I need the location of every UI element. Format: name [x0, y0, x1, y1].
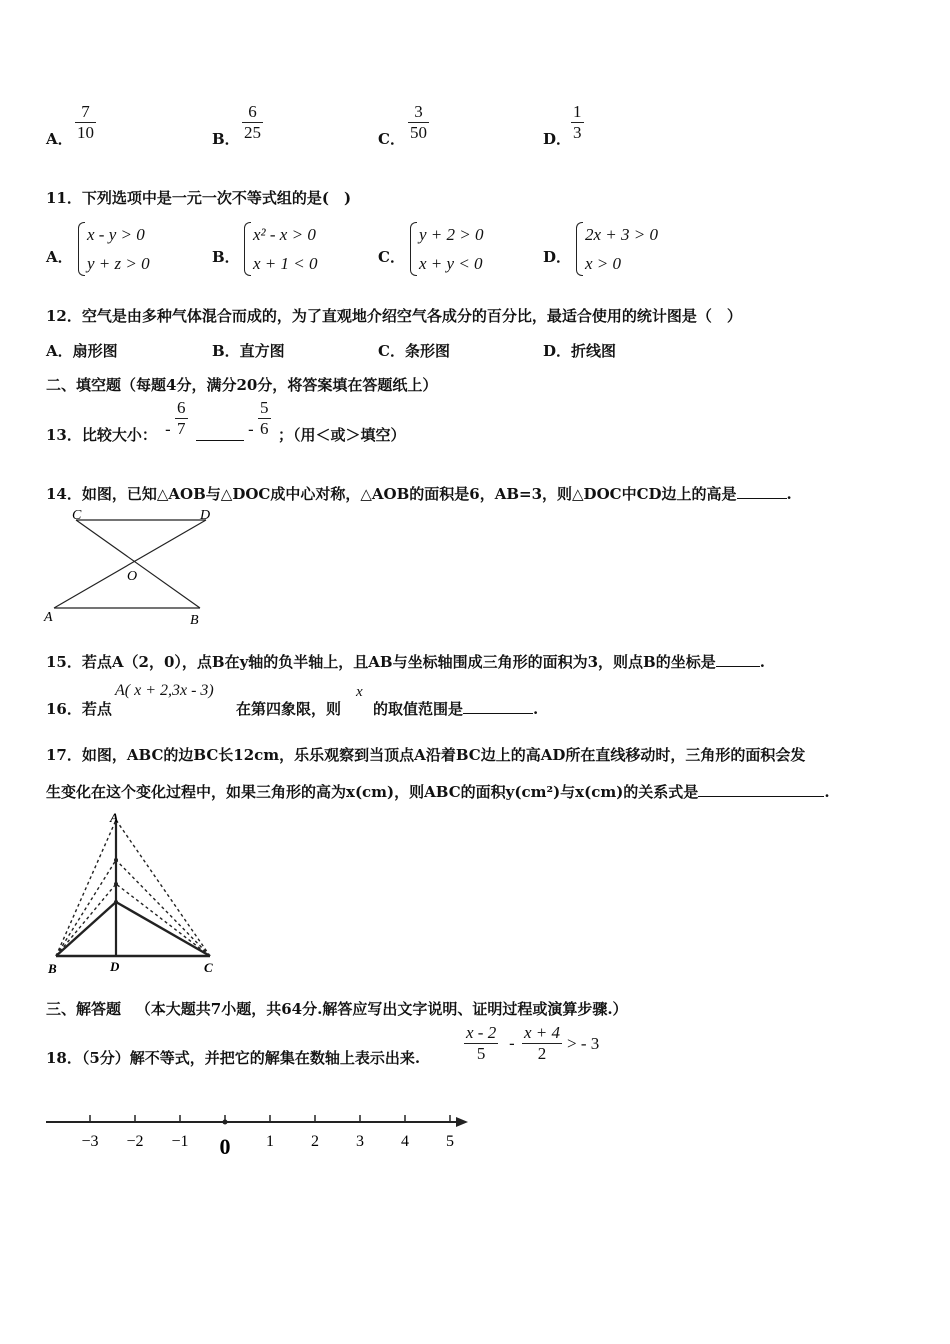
- q10-option-b-label: B．: [212, 130, 240, 148]
- q17-line-2: [46, 781, 830, 802]
- q17-end: .: [824, 783, 830, 801]
- tick-label: 2: [311, 1133, 319, 1150]
- section-2-heading: 二、填空题（每题4分，满分20分，将答案填在答题纸上）: [46, 376, 438, 394]
- q12-option-d: D．折线图: [543, 342, 617, 360]
- q11-option-b-system: x² - x > 0 x + 1 < 0: [244, 220, 318, 278]
- q11-option-a-label: A．: [46, 248, 73, 266]
- q18-minus: -: [509, 1034, 515, 1054]
- q16-suffix: 的取值范围是 .: [373, 700, 539, 718]
- tick-label: −2: [126, 1133, 144, 1150]
- section-3-title: 三、解答题: [46, 1000, 122, 1018]
- q16-answer-blank[interactable]: [463, 699, 533, 714]
- label-d: D: [110, 959, 120, 974]
- q12-stem: 12．空气是由多种气体混合而成的，为了直观地介绍空气各成分的百分比，最适合使用的统计图是（ ）: [46, 307, 742, 325]
- q17-answer-blank[interactable]: [698, 782, 824, 797]
- q18-fraction-1: $\frac{x - 2}{5}$: [466, 1023, 497, 1063]
- q14-answer-blank[interactable]: [737, 484, 787, 499]
- q10-option-b-fraction: $\frac{6}{25}$: [244, 102, 261, 142]
- q11-option-d-label: D．: [543, 248, 572, 266]
- q14-stem: 14．如图，已知△AOB与△DOC成中心对称，△AOB的面积是6，AB=3，则△DOC中CD边上的高是: [46, 485, 737, 503]
- q18-prefix: 18．（5分）解不等式，并把它的解集在数轴上表示出来.: [46, 1049, 421, 1067]
- q10-option-d-fraction: $\frac{1}{3}$: [573, 102, 582, 142]
- q16-variable: x: [356, 684, 363, 700]
- dashed-ac-1: [116, 820, 210, 956]
- q11-option-b-label: B．: [212, 248, 240, 266]
- number-line: [40, 1104, 480, 1164]
- q13-suffix: ；（用＜或＞填空）: [278, 426, 406, 444]
- q12-option-b: B．直方图: [212, 342, 285, 360]
- q12-option-c: C．条形图: [378, 342, 450, 360]
- label-d: D: [200, 508, 211, 523]
- figure-17: [44, 810, 234, 980]
- segment-da: [54, 520, 206, 608]
- label-c: C: [72, 508, 82, 523]
- q11-option-a-system: x - y > 0 y + z > 0: [78, 220, 150, 278]
- origin-dot: [223, 1120, 228, 1125]
- q18-fraction-2: $\frac{x + 4}{2}$: [524, 1023, 561, 1063]
- label-o: O: [127, 569, 138, 584]
- q13-fraction-2: $\frac{5}{6}$: [260, 398, 269, 438]
- dashed-ac-2: [116, 860, 210, 956]
- tick-label: 4: [401, 1133, 409, 1150]
- q15-answer-blank[interactable]: [716, 652, 760, 667]
- q10-option-a-label: A．: [46, 130, 73, 148]
- q18-rhs: > - 3: [567, 1034, 600, 1053]
- q10-option-d-label: D．: [543, 130, 572, 148]
- tick-label: 1: [266, 1133, 274, 1150]
- q17-stem-2: 生变化在这个变化过程中，如果三角形的高为x(cm)，则ABC的面积y(cm²)与x(cm)的关系式是: [46, 783, 699, 801]
- label-b: B: [48, 961, 57, 976]
- q10-option-c-fraction: $\frac{3}{50}$: [410, 102, 427, 142]
- q15-stem: 15．若点A（2，0），点B在y轴的负半轴上，且AB与坐标轴围成三角形的面积为3，则点B的坐标是: [46, 653, 716, 671]
- side-ab: [56, 902, 116, 956]
- segment-cb: [76, 520, 200, 608]
- q13-fraction-1: $\frac{6}{7}$: [177, 398, 186, 438]
- tick-label: −1: [171, 1133, 189, 1150]
- q13-fraction-1-sign: -: [165, 420, 171, 440]
- q16-middle: 在第四象限，则: [236, 700, 342, 718]
- q13-answer-blank[interactable]: [196, 424, 244, 441]
- dashed-ab-2: [56, 860, 116, 956]
- q11-stem: 11．下列选项中是一元一次不等式组的是( ): [46, 189, 352, 207]
- q16-prefix: 16．若点: [46, 700, 112, 718]
- q14-text: [46, 483, 792, 504]
- label-b: B: [190, 613, 199, 628]
- arrow-head: [456, 1117, 468, 1127]
- figure-14: [40, 508, 230, 628]
- section-3-note: （本大题共7小题，共64分.解答应写出文字说明、证明过程或演算步骤.）: [135, 1000, 628, 1018]
- dashed-ac-3: [116, 884, 210, 956]
- dashed-ab-3: [56, 884, 116, 956]
- q11-option-d-system: 2x + 3 > 0 x > 0: [576, 220, 658, 278]
- q16-point: A( x + 2,3x - 3): [115, 682, 214, 699]
- dashed-ab-1: [56, 820, 116, 956]
- tick-label: 0: [219, 1134, 231, 1159]
- label-c: C: [204, 960, 213, 975]
- q13-prefix: 13．比较大小：: [46, 426, 157, 444]
- q11-option-c-label: C．: [378, 248, 405, 266]
- q13-fraction-2-sign: -: [248, 420, 254, 440]
- tick-label: −3: [81, 1133, 99, 1150]
- section-3-heading: [46, 998, 628, 1019]
- tick-label: 3: [356, 1133, 364, 1150]
- label-a: A: [110, 810, 119, 825]
- q14-end: .: [786, 485, 792, 503]
- q17-line-1: 17．如图，ABC的边BC长12cm，乐乐观察到当顶点A沿着BC边上的高AD所在直线移动时，三角形的面积会发: [46, 746, 806, 764]
- tick-label: 5: [446, 1133, 454, 1150]
- q10-option-a-fraction: $\frac{7}{10}$: [77, 102, 94, 142]
- q15-text: [46, 651, 765, 672]
- q15-end: .: [759, 653, 765, 671]
- q11-option-c-system: y + 2 > 0 x + y < 0: [410, 220, 484, 278]
- side-ac: [116, 902, 210, 956]
- q10-option-c-label: C．: [378, 130, 405, 148]
- q12-option-a: A．扇形图: [46, 342, 118, 360]
- label-a: A: [44, 610, 53, 625]
